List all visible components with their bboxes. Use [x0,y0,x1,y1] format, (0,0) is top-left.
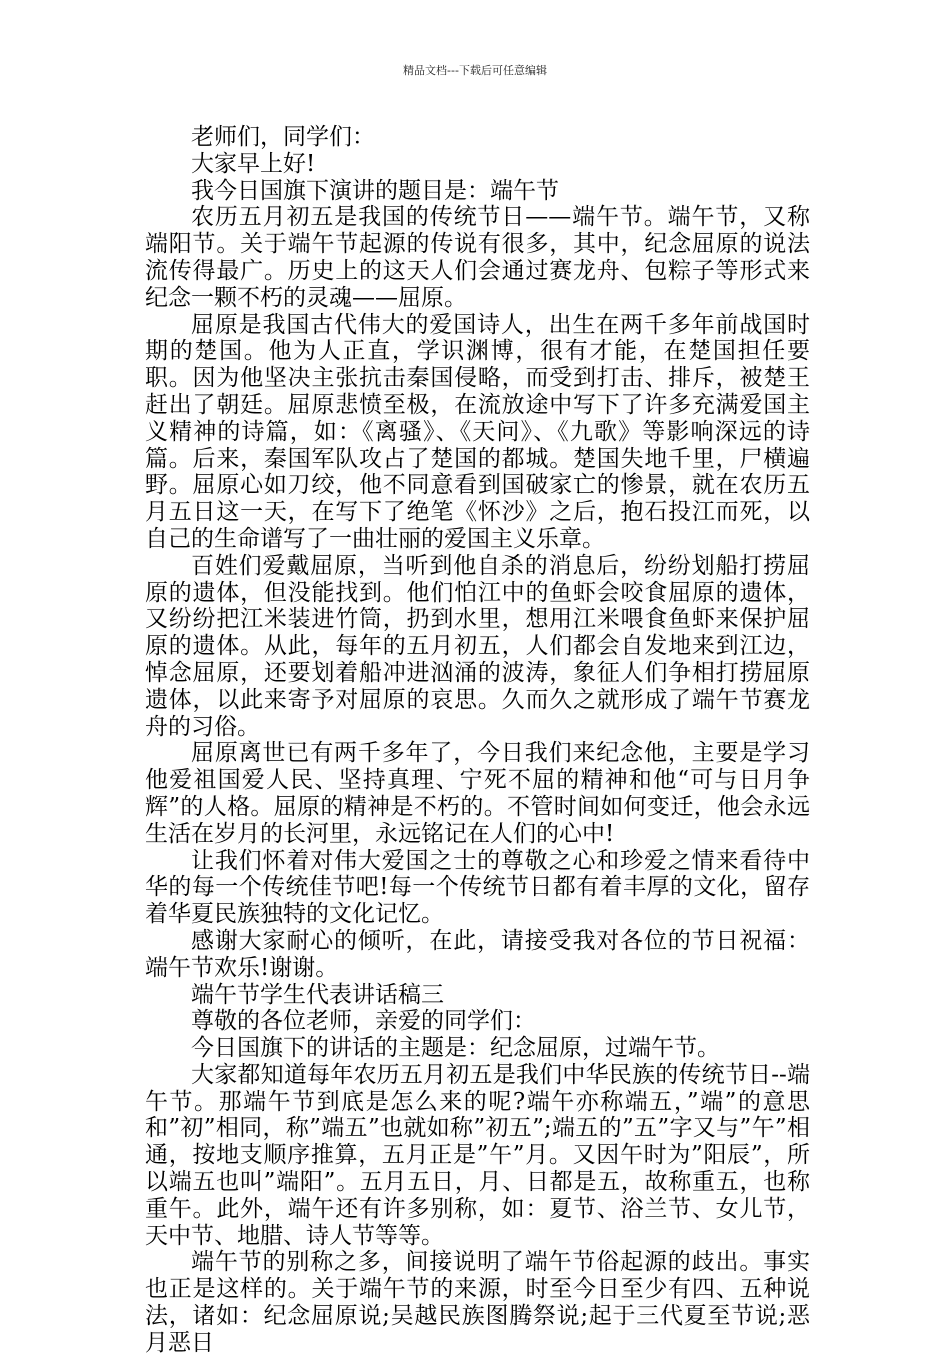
paragraph-good-morning: 大家早上好! [191,150,316,177]
page-header: 精品文档---下载后可任意编辑 [403,64,547,77]
paragraph-section-title: 端午节学生代表讲话稿三 [191,981,444,1008]
paragraph-greeting: 老师们，同学们： [191,124,375,150]
paragraph-festival-intro: 农历五月初五是我国的传统节日——端午节。端午节，又称端阳节。关于端午节起源的传说有很多，其中，纪念屈原的说法流传得最广。历史上的这天人们会通过赛龙舟、包粽子等形式来纪念一颗不朽的灵魂——屈原。 [145,204,810,311]
paragraph-festival-names: 大家都知道每年农历五月初五是我们中华民族的传统节日--端午节。那端午节到底是怎么来的呢?端午亦称端五，”端”的意思和”初”相同，称”端五”也就如称”初五”;端五的”五”字又与”午”相通，按地支顺序推算，五月正是”午”月。又因午时为”阳辰”，所以端五也叫”端阳”。五月五日，月、日都是五，故称重五，也称重午。此外，端午还有许多别称，如：夏节、浴兰节、女儿节，天中节、地腊、诗人节等等。 [145,1061,810,1249]
paragraph-qu-yuan-spirit: 屈原离世已有两千多年了，今日我们来纪念他，主要是学习他爱祖国爱人民、坚持真理、宁死不屈的精神和他“可与日月争辉”的人格。屈原的精神是不朽的。不管时间如何变迁，他会永远生活在岁月的长河里，永远铭记在人们的心中! [145,740,810,847]
paragraph-cherish-festivals: 让我们怀着对伟大爱国之士的尊敬之心和珍爱之情来看待中华的每一个传统佳节吧!每一个传统节日都有着丰厚的文化，留存着华夏民族独特的文化记忆。 [145,847,810,928]
paragraph-qu-yuan-story: 屈原是我国古代伟大的爱国诗人，出生在两千多年前战国时期的楚国。他为人正直，学识渊博，很有才能，在楚国担任要职。因为他坚决主张抗击秦国侵略，而受到打击、排斥，被楚王赶出了朝廷。屈原悲愤至极，在流放途中写下了许多充满爱国主义精神的诗篇，如：《离骚》、《天问》、《九歌》等影响深远的诗篇。后来，秦国军队攻占了楚国的都城。楚国失地千里，尸横遍野。屈原心如刀绞，他不同意看到国破家亡的惨景，就在农历五月五日这一天，在写下了绝笔《怀沙》之后，抱石投江而死，以自己的生命谱写了一曲壮丽的爱国主义乐章。 [145,311,810,552]
paragraph-thanks: 感谢大家耐心的倾听，在此，请接受我对各位的节日祝福：端午节欢乐!谢谢。 [145,927,810,981]
paragraph-speech-topic: 我今日国旗下演讲的题目是：端午节 [191,177,559,204]
paragraph-salutation: 尊敬的各位老师，亲爱的同学们： [191,1008,536,1035]
paragraph-theme: 今日国旗下的讲话的主题是：纪念屈原，过端午节。 [191,1035,720,1062]
paragraph-people-mourning: 百姓们爱戴屈原，当听到他自杀的消息后，纷纷划船打捞屈原的遗体，但没能找到。他们怕江中的鱼虾会咬食屈原的遗体，又纷纷把江米装进竹筒，扔到水里，想用江米喂食鱼虾来保护屈原的遗体。从此，每年的五月初五，人们都会自发地来到江边，悼念屈原，还要划着船冲进汹涌的波涛，象征人们争相打捞屈原遗体，以此来寄予对屈原的哀思。久而久之就形成了端午节赛龙舟的习俗。 [145,552,810,740]
paragraph-festival-origins: 端午节的别称之多，间接说明了端午节俗起源的歧出。事实也正是这样的。关于端午节的来源，时至今日至少有四、五种说法，诸如：纪念屈原说;吴越民族图腾祭说;起于三代夏至节说;恶月恶日 [145,1249,810,1356]
document-body [145,124,810,1357]
